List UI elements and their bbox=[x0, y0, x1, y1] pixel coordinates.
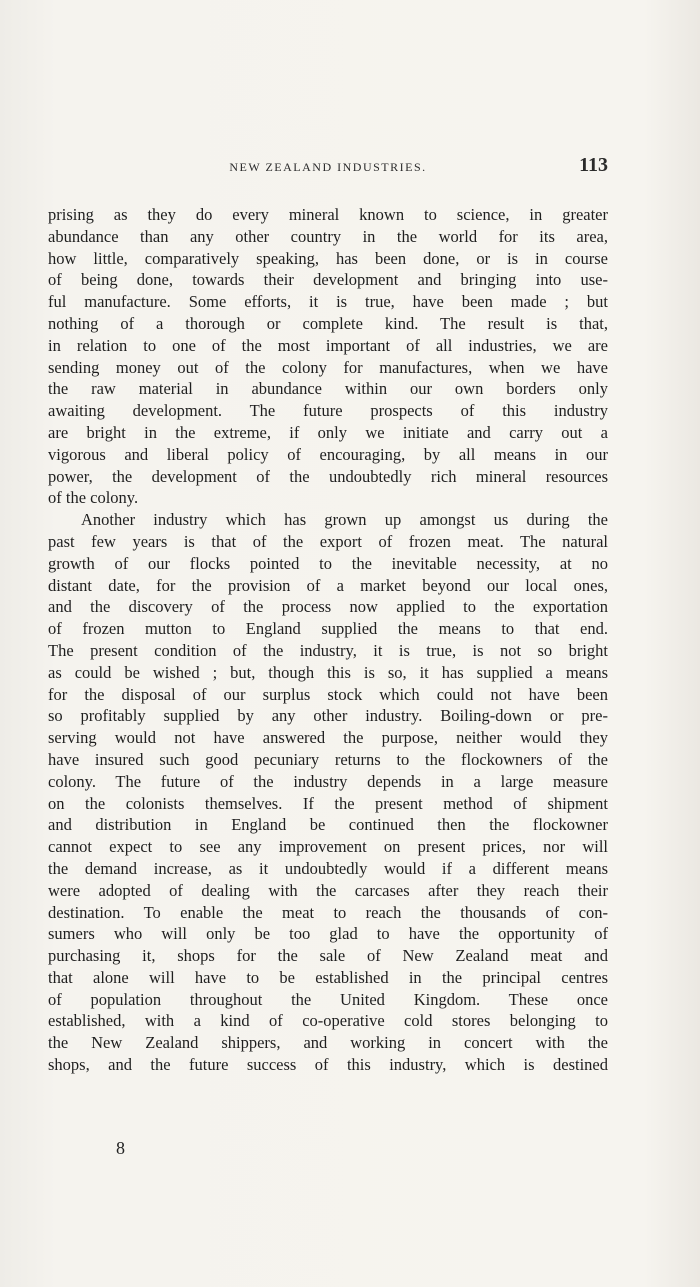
text-line: how little, comparatively speaking, has been done, or is in course bbox=[48, 248, 608, 268]
signature-mark: 8 bbox=[116, 1138, 125, 1158]
text-line: have insured such good pecuniary returns to the flockowners of the bbox=[48, 749, 608, 769]
page-header bbox=[48, 156, 608, 180]
paragraph-start-line: Another industry which has grown up amongst us during the bbox=[81, 510, 608, 530]
running-title: NEW ZEALAND INDUSTRIES. bbox=[229, 160, 427, 174]
text-line: and the discovery of the process now applied to the exportation bbox=[48, 597, 608, 617]
text-line: the demand increase, as it undoubtedly would if a different means bbox=[48, 858, 608, 878]
text-line: past few years is that of the export of frozen meat. The natural bbox=[48, 531, 608, 551]
text-line: of frozen mutton to England supplied the means to that end. bbox=[48, 619, 608, 639]
text-line: shops, and the future success of this industry, which is destined bbox=[48, 1055, 608, 1075]
text-line: vigorous and liberal policy of encouraging, by all means in our bbox=[48, 444, 608, 464]
text-line: colony. The future of the industry depends in a large measure bbox=[48, 771, 608, 791]
text-line: so profitably supplied by any other industry. Boiling-down or pre- bbox=[48, 706, 608, 726]
text-line: prising as they do every mineral known to science, in greater bbox=[48, 205, 608, 224]
text-line: on the colonists themselves. If the present method of shipment bbox=[48, 793, 608, 813]
text-line: sending money out of the colony for manufactures, when we have bbox=[48, 357, 608, 377]
text-line: were adopted of dealing with the carcases after they reach their bbox=[48, 880, 608, 900]
text-line: sumers who will only be too glad to have the opportunity of bbox=[48, 924, 608, 944]
text-line: The present condition of the industry, it is true, is not so bright bbox=[48, 640, 608, 660]
text-line: ful manufacture. Some efforts, it is true, have been made ; but bbox=[48, 292, 608, 312]
text-line: growth of our flocks pointed to the inevitable necessity, at no bbox=[48, 553, 608, 573]
body-text bbox=[48, 204, 608, 1076]
text-line: as could be wished ; but, though this is so, it has supplied a means bbox=[48, 662, 608, 682]
page-number: 113 bbox=[579, 154, 608, 176]
text-line: awaiting development. The future prospects of this industry bbox=[48, 401, 608, 421]
text-line: the New Zealand shippers, and working in concert with the bbox=[48, 1033, 608, 1053]
text-line: of population throughout the United Kingdom. These once bbox=[48, 989, 608, 1009]
text-line: are bright in the extreme, if only we initiate and carry out a bbox=[48, 422, 608, 442]
text-line: established, with a kind of co-operative cold stores belonging to bbox=[48, 1011, 608, 1031]
text-line: of the colony. bbox=[48, 488, 139, 508]
text-line: destination. To enable the meat to reach the thousands of con- bbox=[48, 902, 608, 922]
text-line: of being done, towards their development and bringing into use- bbox=[48, 270, 608, 290]
text-line: power, the development of the undoubtedly rich mineral resources bbox=[48, 466, 608, 486]
text-line: purchasing it, shops for the sale of New Zealand meat and bbox=[48, 946, 608, 966]
text-line: abundance than any other country in the world for its area, bbox=[48, 226, 608, 246]
text-line: for the disposal of our surplus stock which could not have been bbox=[48, 684, 608, 704]
text-line: in relation to one of the most important of all industries, we are bbox=[48, 335, 608, 355]
text-line: serving would not have answered the purpose, neither would they bbox=[48, 728, 608, 748]
text-line: cannot expect to see any improvement on present prices, nor will bbox=[48, 837, 608, 857]
text-line: distant date, for the provision of a market beyond our local ones, bbox=[48, 575, 608, 595]
text-line: that alone will have to be established in the principal centres bbox=[48, 967, 608, 987]
text-line: the raw material in abundance within our own borders only bbox=[48, 379, 608, 399]
text-line: nothing of a thorough or complete kind. The result is that, bbox=[48, 313, 608, 333]
text-line: and distribution in England be continued then the flockowner bbox=[48, 815, 608, 835]
